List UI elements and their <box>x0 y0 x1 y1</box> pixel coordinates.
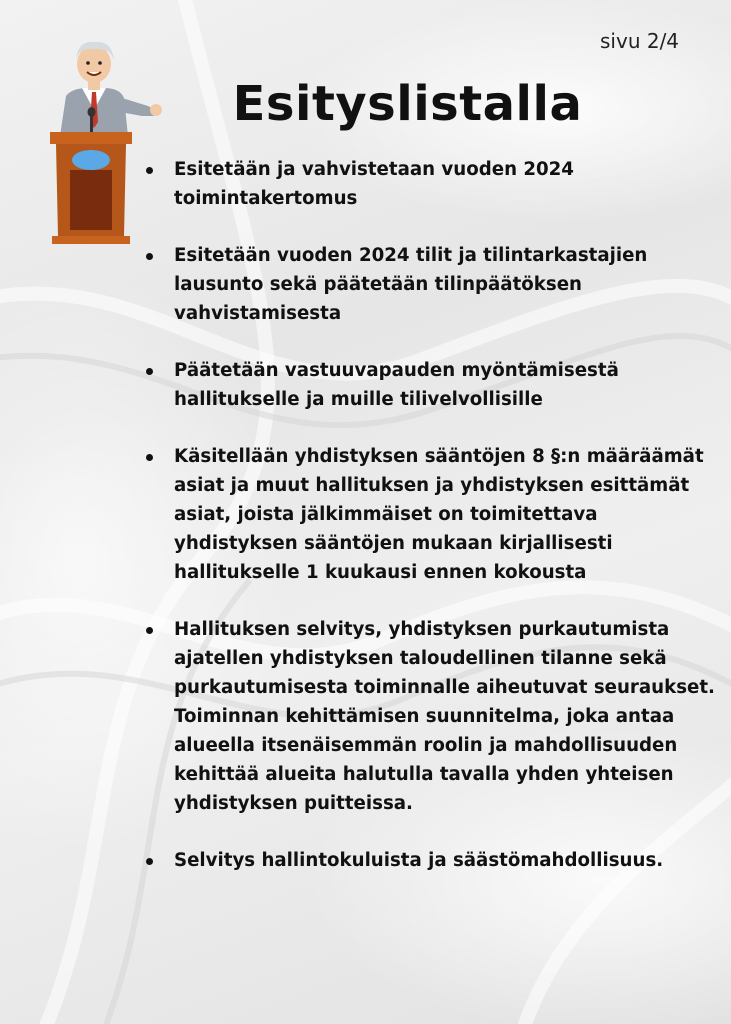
bullet-icon <box>146 627 153 634</box>
bullet-icon <box>146 858 153 865</box>
agenda-item <box>146 155 716 213</box>
agenda-item <box>146 356 716 414</box>
agenda-item-text: Esitetään ja vahvistetaan vuoden 2024 toimintakertomus <box>174 159 574 209</box>
bullet-icon <box>146 167 153 174</box>
agenda-item <box>146 615 716 818</box>
agenda-item-text: Käsitellään yhdistyksen sääntöjen 8 §:n määräämät asiat ja muut hallituksen ja yhdistyksen esittämät asiat, joista jälkimmäiset on toimitettava yhdistyksen sääntöjen mukaan kirjallisesti hallitukselle 1 kuukausi ennen kokousta <box>174 446 704 583</box>
agenda-item-text: Selvitys hallintokuluista ja säästömahdollisuus. <box>174 850 664 871</box>
bullet-icon <box>146 368 153 375</box>
page-number: sivu 2/4 <box>600 29 680 53</box>
podium-panel <box>70 170 112 230</box>
agenda-list <box>146 155 716 903</box>
page-title: Esityslistalla <box>232 76 583 132</box>
bullet-icon <box>146 454 153 461</box>
podium-top <box>50 132 132 144</box>
agenda-item-text: Esitetään vuoden 2024 tilit ja tilintarkastajien lausunto sekä päätetään tilinpäätöksen vahvistamisesta <box>174 245 648 324</box>
agenda-item-text: Hallituksen selvitys, yhdistyksen purkautumista ajatellen yhdistyksen taloudellinen tilanne sekä purkautumisesta toiminnalle aiheutuvat seuraukset. Toiminnan kehittämisen suunnitelma, joka antaa alueella itsenäisemmän roolin ja mahdollisuuden kehittää alueita halutulla tavalla yhden yhteisen yhdistyksen puitteissa. <box>174 619 715 814</box>
agenda-item <box>146 846 716 875</box>
bullet-icon <box>146 253 153 260</box>
agenda-item-text: Päätetään vastuuvapauden myöntämisestä hallitukselle ja muille tilivelvollisille <box>174 360 619 410</box>
podium-base <box>52 236 130 244</box>
agenda-item <box>146 442 716 587</box>
agenda-item <box>146 241 716 328</box>
podium-emblem <box>72 150 110 170</box>
